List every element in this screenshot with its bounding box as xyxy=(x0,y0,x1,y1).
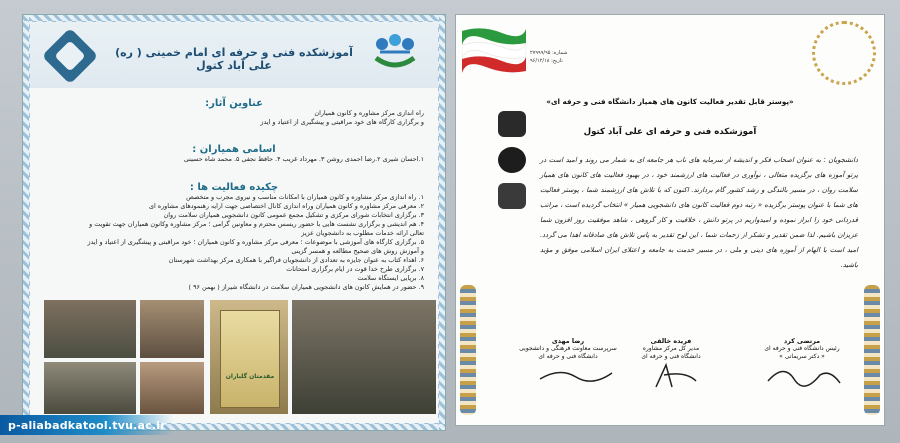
photo-collage xyxy=(44,300,424,418)
welcome-banner xyxy=(220,310,280,408)
handwritten-signature xyxy=(536,361,616,391)
event-photo xyxy=(140,300,204,358)
signer-name: مرتضی کرد xyxy=(783,337,821,345)
ornament-border xyxy=(460,285,476,415)
signature-block xyxy=(508,337,628,361)
effect-item: و برگزاری کارگاه های خود مراقبتی و پیشگیری از اعتیاد و ایدز xyxy=(260,118,424,126)
signer-name: فریده خالقی xyxy=(650,337,692,345)
effect-item: راه اندازی مرکز مشاوره و کانون همیاران xyxy=(314,109,424,117)
summary-item: ۵. برگزاری کارگاه های آموزشی با موضوعات ؛ معرفی مرکز مشاوره و کانون همیاران ؛ خود مراقبتی و پیشگیری از اعتیاد و ایدز xyxy=(87,238,424,246)
summary-item: ۱. راه اندازی مرکز مشاوره و کانون همیاران با امکانات مناسب و نیروی مجرب و متخصص xyxy=(186,193,424,201)
event-photo xyxy=(140,362,204,414)
signer-role: دانشگاه فنی و حرفه ای xyxy=(641,353,701,360)
counseling-logo-icon xyxy=(370,32,420,76)
poster-body xyxy=(30,22,438,423)
signature-block xyxy=(742,337,862,361)
poster-header xyxy=(30,22,438,88)
event-photo xyxy=(44,362,136,414)
summary-item: و آموزش روش های صحیح مطالعه و همسر گزینی xyxy=(291,247,424,255)
summary-item: تعالی ارائه خدمات مطلوب به دانشجویان عزیز xyxy=(301,229,424,237)
university-logo-icon xyxy=(42,28,99,85)
signer-role: مدیر کل مرکز مشاوره xyxy=(642,345,700,352)
signer-name: رضا مهدی xyxy=(551,337,585,345)
summary-item: ۴. هم اندیشی و برگزاری نشست هایی با حضور ریسس محترم و معاونین گرامی ؛ مرکز مشاوره وکانون همیاران جهت تقویت و xyxy=(89,220,424,228)
summary-section xyxy=(44,182,424,292)
student-org-logo-icon xyxy=(498,111,526,137)
activity-poster xyxy=(22,14,446,431)
letter-body: دانشجویان : به عنوان اصحاب فکر و اندیشه از سرمایه های ناب هر جامعه ای به شمار می روند و امید است در پرتو آموزه های برگزیده متعالی ، نوآوری در فعالیت های ارزشمند خود ، در بهبود فعالیت های کانون های همیار سلامت روان ، در مسیر بالندگی و رشد کشور گام بردارند. اکنون که با تلاش های ارزشمند شما ، پوستر فعالیت های شما با عنوان پوستر برگزیده « رتبه دوم فعالیت کانون های دانشجویی همیار » انتخاب گردیده است ، مراتب قدردانی خود را ابراز نموده و امیدواریم در پرتو دانش ، خلاقیت و کار گروهی ، شاهد موفقیت روز افزون شما عزیزان باشیم. لذا ضمن تقدیر و تشکر از زحمات شما ، این لوح تقدیر به پاس تلاش های صادقانه اهدا می گردد. امید است با الهام از آموزه های دینی و ملی ، در مسیر خدمت به جامعه و اعتلای ایران اسلامی موفق و مؤید باشید. xyxy=(540,156,858,269)
summary-title: چکیده فعالیت ها : xyxy=(189,182,279,193)
appreciation-letter xyxy=(455,14,885,426)
signer-role: رئیس دانشگاه فنی و حرفه ای xyxy=(764,345,840,352)
effects-title: عناوین آثار: xyxy=(205,98,263,109)
letter-date: تاریخ: ۹۶/۱۲/۱۸ xyxy=(530,58,563,64)
summary-item: ۹. حضور در همایش کانون های دانشجویی همیاران سلامت در دانشگاه شیراز ( بهمن ۹۶ ) xyxy=(188,283,424,291)
site-url-bar[interactable] xyxy=(0,415,174,435)
summary-item: ۷. برگزاری طرح خدا قوت در ایام برگزاری امتحانات xyxy=(286,265,424,273)
letter-meta xyxy=(530,49,567,65)
signer-role: « دکتر سریمانی » xyxy=(779,353,825,360)
poster-title: آموزشکده فنی و حرفه ای امام خمینی ( ره) علی آباد کتول xyxy=(115,46,353,72)
letter-recipient: آموزشکده فنی و حرفه ای علی آباد کتول xyxy=(583,127,757,137)
summary-item: ۸. برپایی ایستگاه سلامت xyxy=(357,274,424,282)
signer-role: دانشگاه فنی و حرفه ای xyxy=(538,353,598,360)
members-section xyxy=(44,144,424,164)
effects-section xyxy=(44,98,424,127)
handwritten-signature xyxy=(636,361,716,391)
letter-subject: «پوستر قابل تقدیر فعالیت کانون های همیار دانشگاه فنی و حرفه ای» xyxy=(546,97,794,106)
summary-item: ۳. برگزاری انتخابات شورای مرکزی و تشکیل مجمع عمومی کانون دانشجویی همیاران سلامت روان xyxy=(163,211,424,219)
iran-flag-icon xyxy=(462,25,526,75)
signature-block xyxy=(611,337,731,361)
counseling-center-logo-icon xyxy=(498,147,526,173)
ministry-emblem-icon xyxy=(812,21,876,85)
ornament-border xyxy=(864,285,880,415)
university-logo-icon xyxy=(498,183,526,209)
handwritten-signature xyxy=(764,361,844,391)
signer-role: سرپرست معاونت فرهنگی و دانشجویی xyxy=(519,345,617,352)
members-title: اسامی همیاران : xyxy=(192,144,276,155)
members-list: ۱.احسان شیری ۲.رضا احمدی روشن ۳. مهرداد غریب ۴. حافظ نجفی ۵. محمد شاه حسینی xyxy=(183,155,424,163)
summary-item: ۶. اهداء کتاب به عنوان جایزه به تعدادی از دانشجویان فراگیر با همکاری مرکز بهداشت شهرستان xyxy=(168,256,424,264)
banner-text: مقدمتان گلباران xyxy=(225,373,275,380)
summary-item: ۲. معرفی مرکز مشاوره و کانون همیاران وراه اندازی کانال اختصاصی جهت ارایه رهنمودهای مشاوره ای xyxy=(148,202,424,210)
site-url[interactable]: p-aliabadkatool.tvu.ac.ir xyxy=(8,418,166,432)
event-photo xyxy=(292,300,436,414)
event-photo xyxy=(44,300,136,358)
letter-number: شماره: ۲۷۹۹۹/۹۵ xyxy=(530,50,568,56)
